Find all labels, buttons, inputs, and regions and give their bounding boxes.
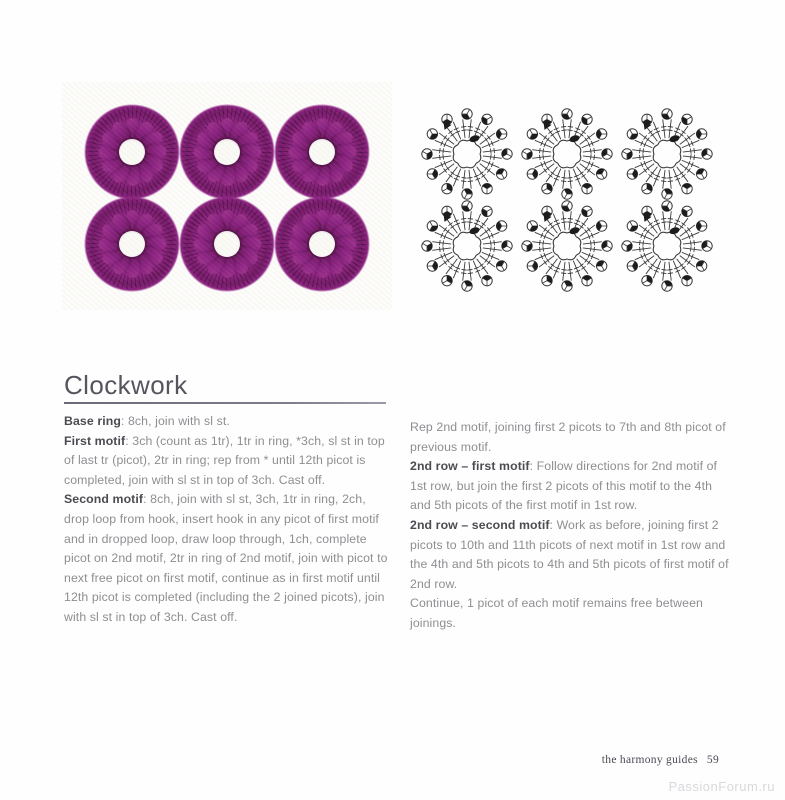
chart-picot (627, 221, 637, 231)
chart-picot (496, 261, 506, 271)
chart-treble-stitch (683, 154, 702, 160)
instruction-text: Rep 2nd motif, joining first 2 picots to 7th and 8th picot of previous motif. (410, 420, 726, 454)
chart-picot (582, 206, 592, 216)
chart-picot (696, 129, 706, 139)
chart-treble-stitch (432, 148, 451, 154)
chart-motif (422, 201, 512, 291)
chart-picot (642, 206, 652, 216)
chart-treble-stitch (661, 262, 667, 281)
chart-picot (682, 206, 692, 216)
chart-picot (602, 149, 612, 159)
chart-picot (482, 183, 492, 193)
chart-picot (422, 149, 432, 159)
chart-treble-stitch (461, 119, 467, 138)
chart-treble-stitch (532, 240, 551, 246)
chart-picot (462, 189, 472, 199)
chart-treble-stitch (632, 240, 651, 246)
chart-treble-stitch (532, 154, 551, 160)
chart-picot (442, 206, 452, 216)
chart-picot (622, 241, 632, 251)
instruction-label: Base ring (64, 414, 121, 428)
instruction-label: 2nd row – second motif (410, 517, 550, 532)
instruction-text: : 8ch, join with sl st, 3ch, 1tr in ring, 2ch, drop loop from hook, insert hook in any picot of first motif and in dropped loop, draw loop through, 1ch, complete picot on 2nd motif, 2tr in ring of 2nd motif, join with picot to next free picot on first motif, continue as in first motif until 12th picot is completed (including the 2 joined picots), join with sl st in top of 3ch. Cast off. (64, 492, 388, 624)
chart-picot (542, 206, 552, 216)
chart-picot (596, 221, 606, 231)
chart-picot (482, 206, 492, 216)
chart-treble-stitch (461, 262, 467, 281)
chart-treble-stitch (432, 246, 451, 252)
chart-treble-stitch (532, 148, 551, 154)
instruction-label: Second motif (64, 492, 144, 507)
instruction-paragraph (410, 594, 732, 633)
chart-picot (442, 275, 452, 285)
chart-picot (627, 129, 637, 139)
chart-picot (522, 149, 532, 159)
chart-treble-stitch (561, 170, 567, 189)
footer-page-number: 59 (706, 754, 719, 766)
chart-picot (696, 221, 706, 231)
chart-treble-stitch (532, 246, 551, 252)
chart-treble-stitch (567, 211, 573, 230)
chart-treble-stitch (667, 211, 673, 230)
chart-picot (622, 149, 632, 159)
motif-center-hole (214, 231, 240, 257)
chart-treble-stitch (632, 154, 651, 160)
motif-center-hole (119, 231, 145, 257)
instruction-text: Continue, 1 picot of each motif remains free between joinings. (410, 596, 703, 630)
instructions-column-right (410, 418, 732, 634)
chart-picot (502, 149, 512, 159)
photo-motif-grid (70, 92, 384, 300)
chart-motif (422, 109, 512, 199)
chart-picot (682, 275, 692, 285)
chart-treble-stitch (467, 211, 473, 230)
instruction-paragraph (410, 457, 732, 516)
chart-chain-ring (553, 140, 581, 168)
instruction-text: : Follow directions for 2nd motif of 1st row, but join the first 2 picots of this motif to the 4th and 5th picots of the first motif in 1st row. (410, 459, 718, 513)
chart-treble-stitch (667, 262, 673, 281)
instruction-label: 2nd row – first motif (410, 459, 530, 474)
chart-motif (522, 109, 612, 199)
chart-picot (562, 281, 572, 291)
chart-picot (496, 129, 506, 139)
chart-treble-stitch (567, 262, 573, 281)
chart-picot (496, 169, 506, 179)
chart-treble-stitch (583, 148, 602, 154)
chart-picot (442, 183, 452, 193)
chart-treble-stitch (432, 154, 451, 160)
page-title-wrap (64, 370, 394, 401)
chart-treble-stitch (561, 211, 567, 230)
crochet-symbol-chart (414, 98, 714, 303)
chart-picot (662, 109, 672, 119)
chart-chain-ring (653, 232, 681, 260)
chart-treble-stitch (661, 170, 667, 189)
chart-picot (702, 241, 712, 251)
chart-picot (542, 114, 552, 124)
chart-motif (622, 201, 712, 291)
chart-picot (502, 241, 512, 251)
chart-treble-stitch (483, 154, 502, 160)
chart-picot (682, 114, 692, 124)
chart-treble-stitch (467, 170, 473, 189)
chart-picot (422, 241, 432, 251)
chart-picot (602, 241, 612, 251)
motif-center-hole (214, 139, 240, 165)
chart-picot (642, 275, 652, 285)
chart-treble-stitch (683, 148, 702, 154)
chart-treble-stitch (683, 246, 702, 252)
chart-picot (627, 169, 637, 179)
page-footer (602, 754, 719, 766)
chart-picot (562, 109, 572, 119)
chart-picot (442, 114, 452, 124)
chart-treble-stitch (632, 246, 651, 252)
chart-treble-stitch (461, 170, 467, 189)
chart-picot (482, 114, 492, 124)
photo-motif (258, 180, 386, 308)
chart-chain-ring (553, 232, 581, 260)
chart-treble-stitch (467, 119, 473, 138)
chart-treble-stitch (432, 240, 451, 246)
chart-chain-ring (453, 140, 481, 168)
chart-picot (462, 201, 472, 211)
footer-book-title: the harmony guides (601, 754, 698, 766)
chart-picot (682, 183, 692, 193)
page-title: Clockwork (64, 370, 188, 400)
instruction-text: : 8ch, join with sl st. (120, 414, 230, 428)
chart-treble-stitch (561, 119, 567, 138)
chart-picot (462, 281, 472, 291)
chart-picot (527, 169, 537, 179)
instruction-text: : Work as before, joining first 2 picots to 10th and 11th picots of next motif in 1st row and the 4th and 5th picots to 4th and 5th picots of first motif of 2nd row. (410, 517, 729, 591)
chart-picot (642, 183, 652, 193)
chart-picot (582, 114, 592, 124)
chart-picot (496, 221, 506, 231)
chart-picot (522, 241, 532, 251)
motif-center-hole (309, 139, 335, 165)
instruction-paragraph (64, 490, 390, 627)
chart-picot (482, 275, 492, 285)
instruction-paragraph (410, 418, 732, 457)
chart-picot (662, 281, 672, 291)
chart-treble-stitch (467, 262, 473, 281)
instruction-text: : 3ch (count as 1tr), 1tr in ring, *3ch, sl st in top of last tr (picot), 2tr in ring; rep from * until 12th picot is completed, join with sl st in top of 3ch. Cast off. (64, 433, 385, 487)
chart-treble-stitch (561, 262, 567, 281)
photo-canvas (62, 82, 392, 310)
chart-picot (542, 275, 552, 285)
instruction-paragraph (410, 516, 732, 594)
chart-treble-stitch (461, 211, 467, 230)
watermark: PassionForum.ru (668, 779, 775, 794)
chart-picot (542, 183, 552, 193)
chart-picot (662, 201, 672, 211)
chart-treble-stitch (483, 240, 502, 246)
chart-picot (642, 114, 652, 124)
chart-picot (702, 149, 712, 159)
chart-picot (427, 261, 437, 271)
chart-treble-stitch (632, 148, 651, 154)
chart-picot (696, 169, 706, 179)
chart-treble-stitch (667, 119, 673, 138)
chart-chain-ring (453, 232, 481, 260)
chart-treble-stitch (583, 246, 602, 252)
chart-picot (562, 189, 572, 199)
chart-treble-stitch (583, 240, 602, 246)
chart-treble-stitch (583, 154, 602, 160)
instruction-paragraph (64, 412, 390, 432)
chart-treble-stitch (483, 148, 502, 154)
chart-motif (522, 201, 612, 291)
chart-picot (562, 201, 572, 211)
chart-picot (582, 183, 592, 193)
chart-treble-stitch (683, 240, 702, 246)
chart-picot (696, 261, 706, 271)
chart-picot (427, 221, 437, 231)
chart-picot (527, 129, 537, 139)
title-divider (64, 402, 386, 404)
chart-picot (582, 275, 592, 285)
chart-picot (627, 261, 637, 271)
chart-treble-stitch (567, 170, 573, 189)
chart-picot (662, 189, 672, 199)
chart-picot (427, 169, 437, 179)
chart-picot (596, 261, 606, 271)
chart-picot (462, 109, 472, 119)
chart-svg (414, 98, 714, 303)
chart-treble-stitch (483, 246, 502, 252)
chart-picot (596, 169, 606, 179)
chart-chain-ring (653, 140, 681, 168)
crochet-swatch-photo (62, 82, 392, 310)
chart-picot (596, 129, 606, 139)
motif-center-hole (309, 231, 335, 257)
chart-picot (527, 221, 537, 231)
instruction-paragraph (64, 432, 390, 491)
motif-center-hole (119, 139, 145, 165)
chart-picot (527, 261, 537, 271)
chart-treble-stitch (661, 211, 667, 230)
instructions-column-left (64, 412, 390, 628)
chart-treble-stitch (661, 119, 667, 138)
chart-motif (622, 109, 712, 199)
chart-picot (427, 129, 437, 139)
chart-treble-stitch (667, 170, 673, 189)
chart-treble-stitch (567, 119, 573, 138)
instruction-label: First motif (64, 433, 126, 448)
